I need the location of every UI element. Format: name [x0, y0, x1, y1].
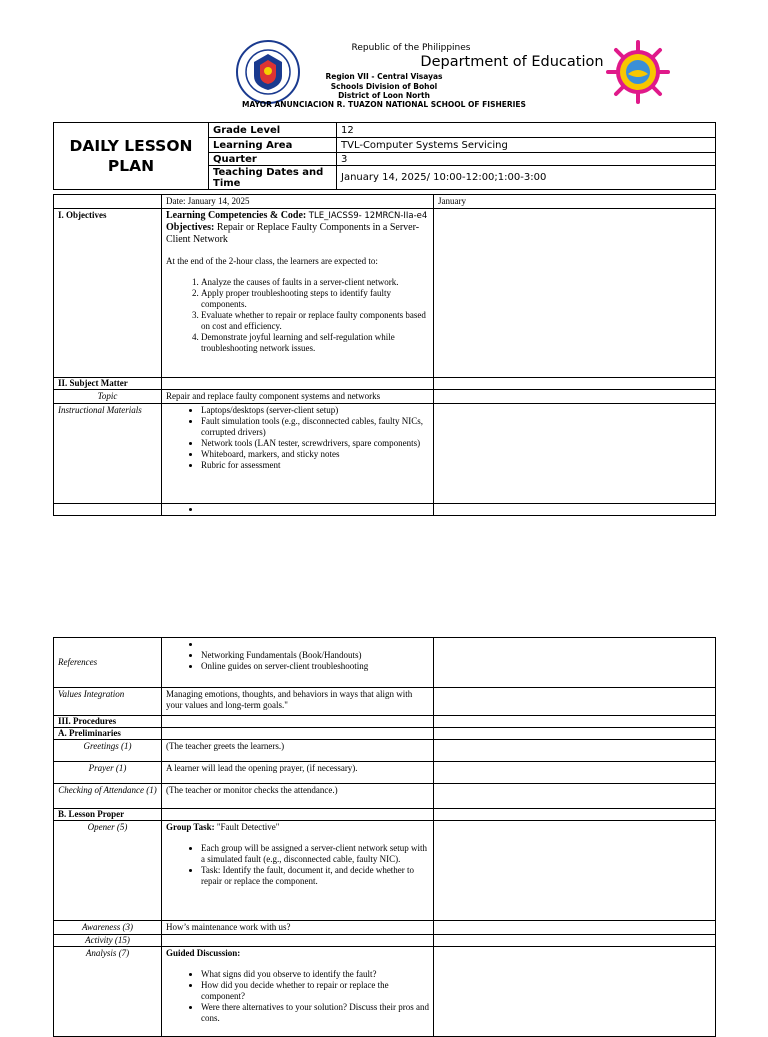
- attendance-text: (The teacher or monitor checks the attendance.): [162, 784, 434, 809]
- empty-cell: [434, 921, 716, 935]
- school-name: MAYOR ANUNCIACION R. TUAZON NATIONAL SCHOOL OF FISHERIES: [242, 100, 526, 109]
- region-line: Region VII - Central Visayas: [325, 72, 443, 81]
- empty-cell: [434, 935, 716, 947]
- empty-cell: [162, 809, 434, 821]
- material-item: • Laptops/desktops (server-client setup): [201, 405, 429, 416]
- empty-cell: [434, 504, 716, 516]
- topic-label: Topic: [54, 390, 162, 404]
- empty-cell: [434, 390, 716, 404]
- group-task-label: Group Task:: [166, 822, 215, 832]
- material-item: • Network tools (LAN tester, screwdrivers, spare components): [201, 438, 429, 449]
- objectives-cell: [162, 209, 434, 378]
- opener-item: • Each group will be assigned a server-client network setup with a simulated fault (e.g., disconnected cable, faulty NIC).: [201, 843, 429, 865]
- document-header: [0, 38, 768, 118]
- department-name: Department of Education: [420, 54, 604, 70]
- empty-cell: [434, 947, 716, 1037]
- material-item: • Rubric for assessment: [201, 460, 429, 471]
- awareness-label: Awareness (3): [54, 921, 162, 935]
- empty-cell: [434, 378, 716, 390]
- prayer-text: A learner will lead the opening prayer, (if necessary).: [162, 762, 434, 784]
- document-title: DAILY LESSON PLAN: [54, 123, 209, 190]
- empty-bullet-cell: [162, 504, 434, 516]
- materials-list: [166, 405, 429, 471]
- topic-value: Repair and replace faulty component systems and networks: [162, 390, 434, 404]
- teaching-dates-value: January 14, 2025/ 10:00-12:00;1:00-3:00: [337, 166, 716, 190]
- material-item: • Fault simulation tools (e.g., disconnected cables, faulty NICs, corrupted drivers): [201, 416, 429, 438]
- empty-cell: [54, 504, 162, 516]
- grade-level-value: 12: [337, 123, 716, 138]
- quarter-label: Quarter: [209, 153, 337, 166]
- objectives-text: Repair or Replace Faulty Components in a Server-Client Network: [166, 222, 420, 245]
- empty-cell: [434, 728, 716, 740]
- empty-cell: [434, 716, 716, 728]
- empty-cell: [434, 209, 716, 378]
- empty-cell: [434, 638, 716, 688]
- empty-cell: [434, 821, 716, 921]
- empty-cell: [162, 935, 434, 947]
- analysis-item: • What signs did you observe to identify the fault?: [201, 969, 429, 980]
- grade-level-label: Grade Level: [209, 123, 337, 138]
- analysis-item: • How did you decide whether to repair or replace the component?: [201, 980, 429, 1002]
- objective-item: 4. Demonstrate joyful learning and self-regulation while troubleshooting network issues.: [201, 332, 429, 354]
- date-right-cell: January: [434, 195, 716, 209]
- empty-cell: [434, 809, 716, 821]
- greetings-label: Greetings (1): [54, 740, 162, 762]
- awareness-text: How’s maintenance work with us?: [162, 921, 434, 935]
- values-text: Managing emotions, thoughts, and behaviors in ways that align with your values and long-term goals.": [162, 688, 434, 716]
- opener-cell: [162, 821, 434, 921]
- greetings-text: (The teacher greets the learners.): [162, 740, 434, 762]
- objectives-title: Objectives:: [166, 222, 215, 233]
- references-list: [166, 639, 429, 672]
- lesson-info-table: [53, 122, 716, 190]
- competencies-code: TLE_IACSS9- 12MRCN-IIa-e4: [308, 211, 428, 221]
- preliminaries-label: A. Preliminaries: [54, 728, 162, 740]
- materials-cell: [162, 404, 434, 504]
- reference-item: • Networking Fundamentals (Book/Handouts): [201, 650, 429, 661]
- empty-cell: [434, 688, 716, 716]
- subject-matter-label: II. Subject Matter: [54, 378, 162, 390]
- opener-list: [166, 843, 429, 887]
- attendance-label: Checking of Attendance (1): [54, 784, 162, 809]
- values-label: Values Integration: [54, 688, 162, 716]
- empty-cell: [434, 740, 716, 762]
- objective-item: 2. Apply proper troubleshooting steps to identify faulty components.: [201, 288, 429, 310]
- teaching-dates-label: Teaching Dates and Time: [209, 166, 337, 190]
- empty-cell: [162, 378, 434, 390]
- references-cell: [162, 638, 434, 688]
- objectives-intro: At the end of the 2-hour class, the learners are expected to:: [166, 256, 378, 266]
- reference-item: [201, 639, 429, 650]
- guided-discussion-label: Guided Discussion:: [166, 948, 241, 958]
- analysis-item: • Were there alternatives to your solution? Discuss their pros and cons.: [201, 1002, 429, 1024]
- analysis-label: Analysis (7): [54, 947, 162, 1037]
- opener-item: • Task: Identify the fault, document it, and decide whether to repair or replace the component.: [201, 865, 429, 887]
- lesson-proper-label: B. Lesson Proper: [54, 809, 162, 821]
- activity-label: Activity (15): [54, 935, 162, 947]
- prayer-label: Prayer (1): [54, 762, 162, 784]
- lesson-table-page1: [53, 194, 716, 516]
- empty-cell: [434, 784, 716, 809]
- lesson-table-page2: [53, 637, 716, 1037]
- learning-area-label: Learning Area: [209, 138, 337, 153]
- objectives-label: I. Objectives: [54, 209, 162, 378]
- analysis-list: [166, 969, 429, 1024]
- group-task-title: "Fault Detective": [216, 822, 280, 832]
- republic-line: Republic of the Philippines: [351, 43, 471, 53]
- empty-cell: [54, 195, 162, 209]
- empty-cell: [162, 716, 434, 728]
- references-label: References: [54, 638, 162, 688]
- analysis-cell: [162, 947, 434, 1037]
- objective-item: 3. Evaluate whether to repair or replace faulty components based on cost and efficiency.: [201, 310, 429, 332]
- empty-cell: [434, 762, 716, 784]
- learning-area-value: TVL-Computer Systems Servicing: [337, 138, 716, 153]
- empty-cell: [162, 728, 434, 740]
- materials-label: Instructional Materials: [54, 404, 162, 504]
- school-seal-icon: [606, 40, 670, 104]
- reference-item: • Online guides on server-client troubleshooting: [201, 661, 429, 672]
- competencies-label: Learning Competencies & Code:: [166, 210, 307, 221]
- procedures-label: III. Procedures: [54, 716, 162, 728]
- district-line: District of Loon North: [338, 91, 430, 100]
- objective-item: 1. Analyze the causes of faults in a server-client network.: [201, 277, 429, 288]
- opener-label: Opener (5): [54, 821, 162, 921]
- quarter-value: 3: [337, 153, 716, 166]
- date-cell: Date: January 14, 2025: [162, 195, 434, 209]
- empty-cell: [434, 404, 716, 504]
- objectives-list: [166, 277, 429, 354]
- empty-bullet: [201, 505, 429, 514]
- division-line: Schools Division of Bohol: [330, 82, 438, 91]
- material-item: • Whiteboard, markers, and sticky notes: [201, 449, 429, 460]
